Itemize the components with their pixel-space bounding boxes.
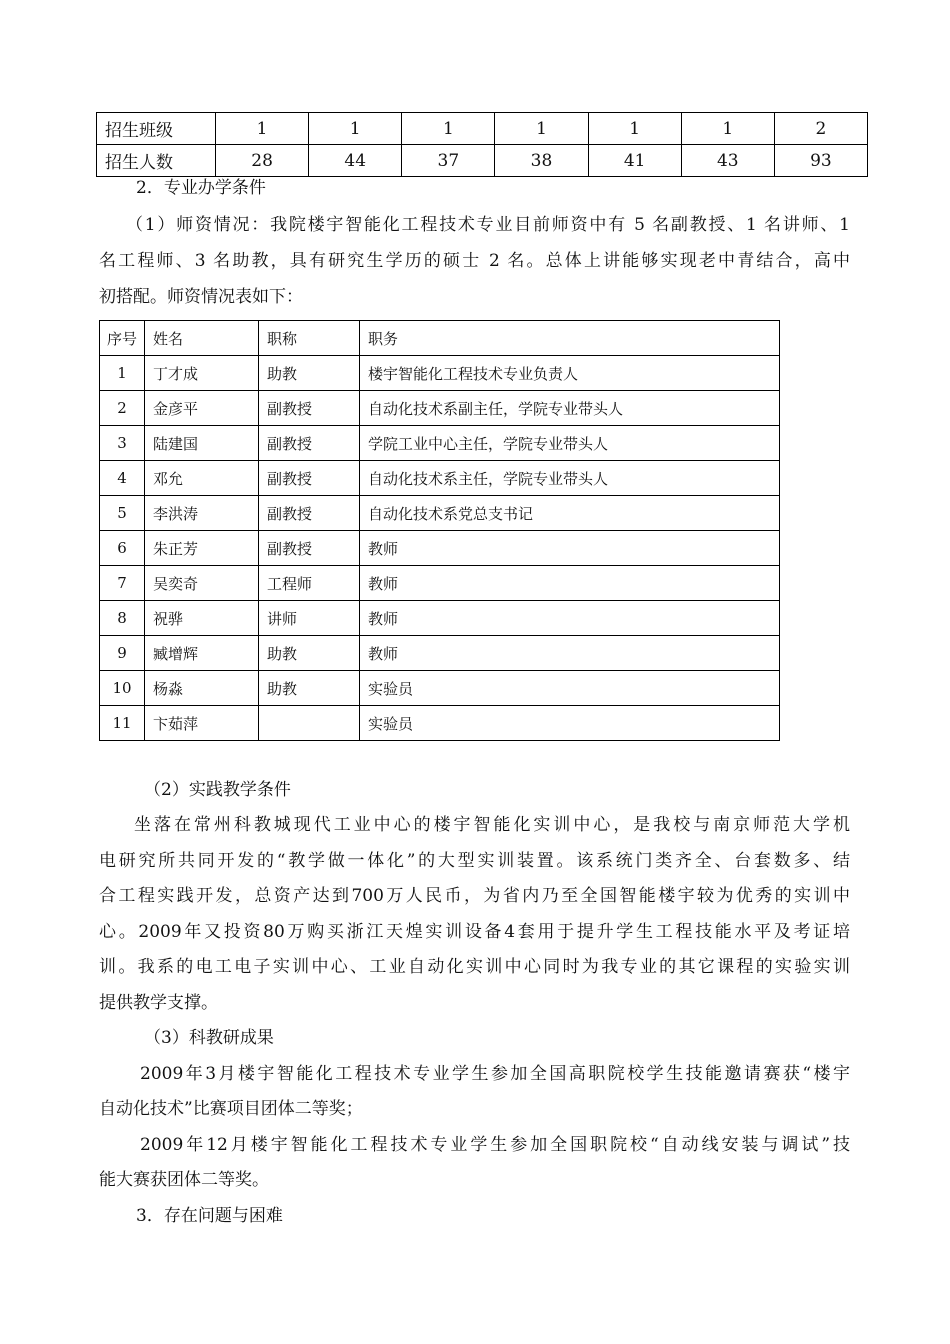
table-cell: 副教授	[259, 531, 360, 566]
table-cell: 自动化技术系主任，学院专业带头人	[360, 461, 780, 496]
table-cell: 1	[402, 113, 495, 145]
enrollment-table	[96, 112, 868, 177]
table-cell: 副教授	[259, 391, 360, 426]
table-row	[100, 461, 780, 496]
table-cell: 卞茹萍	[145, 706, 259, 741]
paragraph-line: 提供教学支撑。	[99, 993, 218, 1013]
paragraph-line: 2009年12月楼宇智能化工程技术专业学生参加全国职院校“自动线安装与调试”技	[140, 1135, 850, 1155]
paragraph-line: 能大赛获团体二等奖。	[99, 1170, 269, 1190]
section-heading: （2）实践教学条件	[144, 780, 291, 800]
table-row	[100, 426, 780, 461]
table-cell: 1	[681, 113, 774, 145]
table-cell: 教师	[360, 636, 780, 671]
table-cell: 38	[495, 145, 588, 177]
table-cell: 金彦平	[145, 391, 259, 426]
table-cell: 实验员	[360, 706, 780, 741]
paragraph-line: 自动化技术”比赛项目团体二等奖；	[99, 1099, 363, 1119]
table-cell: 助教	[259, 356, 360, 391]
table-cell	[259, 706, 360, 741]
staff-table	[99, 320, 780, 741]
column-header: 姓名	[145, 321, 259, 356]
table-cell: 教师	[360, 601, 780, 636]
table-cell: 1	[309, 113, 402, 145]
table-cell: 副教授	[259, 461, 360, 496]
column-header: 序号	[100, 321, 145, 356]
row-label: 招生人数	[97, 145, 216, 177]
table-row	[100, 496, 780, 531]
table-cell: 41	[588, 145, 681, 177]
table-row	[100, 601, 780, 636]
table-cell: 邓允	[145, 461, 259, 496]
table-cell: 9	[100, 636, 145, 671]
paragraph-line: 名工程师、3 名助教，具有研究生学历的硕士 2 名。总体上讲能够实现老中青结合，高中	[99, 251, 850, 271]
table-cell: 祝骅	[145, 601, 259, 636]
table-cell: 副教授	[259, 426, 360, 461]
paragraph-line: 训。我系的电工电子实训中心、工业自动化实训中心同时为我专业的其它课程的实验实训	[99, 957, 850, 977]
table-cell: 1	[100, 356, 145, 391]
table-cell: 副教授	[259, 496, 360, 531]
table-cell: 李洪涛	[145, 496, 259, 531]
table-cell: 实验员	[360, 671, 780, 706]
table-cell: 吴奕奇	[145, 566, 259, 601]
table-row	[100, 356, 780, 391]
table-cell: 7	[100, 566, 145, 601]
table-cell: 自动化技术系党总支书记	[360, 496, 780, 531]
table-cell: 臧增辉	[145, 636, 259, 671]
table-row	[100, 636, 780, 671]
table-cell: 朱正芳	[145, 531, 259, 566]
table-cell: 37	[402, 145, 495, 177]
table-cell: 8	[100, 601, 145, 636]
table-cell: 助教	[259, 671, 360, 706]
table-cell: 11	[100, 706, 145, 741]
table-cell: 丁才成	[145, 356, 259, 391]
row-label: 招生班级	[97, 113, 216, 145]
table-cell: 自动化技术系副主任，学院专业带头人	[360, 391, 780, 426]
table-cell: 44	[309, 145, 402, 177]
paragraph-line: 坐落在常州科教城现代工业中心的楼宇智能化实训中心，是我校与南京师范大学机	[134, 815, 850, 835]
table-cell: 93	[774, 145, 867, 177]
table-cell: 5	[100, 496, 145, 531]
table-cell: 3	[100, 426, 145, 461]
section-heading: 3．存在问题与困难	[136, 1206, 283, 1226]
section-heading: 2．专业办学条件	[136, 178, 266, 198]
column-header: 职务	[360, 321, 780, 356]
table-cell: 6	[100, 531, 145, 566]
section-heading: （3）科教研成果	[144, 1028, 274, 1048]
paragraph-line: 2009年3月楼宇智能化工程技术专业学生参加全国高职院校学生技能邀请赛获“楼宇	[140, 1064, 850, 1084]
table-cell: 2	[100, 391, 145, 426]
table-row	[100, 706, 780, 741]
table-cell: 杨淼	[145, 671, 259, 706]
table-cell: 陆建国	[145, 426, 259, 461]
table-row	[100, 671, 780, 706]
table-cell: 43	[681, 145, 774, 177]
paragraph-line: 合工程实践开发，总资产达到700万人民币，为省内乃至全国智能楼宇较为优秀的实训中	[99, 886, 850, 906]
table-cell: 1	[588, 113, 681, 145]
table-row	[97, 145, 868, 177]
paragraph-line: 电研究所共同开发的“教学做一体化”的大型实训装置。该系统门类齐全、台套数多、结	[99, 851, 850, 871]
table-row	[100, 566, 780, 601]
column-header: 职称	[259, 321, 360, 356]
table-cell: 1	[495, 113, 588, 145]
table-cell: 4	[100, 461, 145, 496]
table-row	[100, 531, 780, 566]
table-cell: 学院工业中心主任，学院专业带头人	[360, 426, 780, 461]
table-row	[100, 391, 780, 426]
table-cell: 工程师	[259, 566, 360, 601]
table-cell: 教师	[360, 531, 780, 566]
paragraph-line: 初搭配。师资情况表如下：	[99, 287, 303, 307]
table-cell: 楼宇智能化工程技术专业负责人	[360, 356, 780, 391]
table-cell: 教师	[360, 566, 780, 601]
table-cell: 28	[216, 145, 309, 177]
table-header-row	[100, 321, 780, 356]
table-cell: 1	[216, 113, 309, 145]
table-cell: 讲师	[259, 601, 360, 636]
paragraph-line: （1）师资情况：我院楼宇智能化工程技术专业目前师资中有 5 名副教授、1 名讲师、1	[126, 215, 850, 235]
paragraph-line: 心。2009年又投资80万购买浙江天煌实训设备4套用于提升学生工程技能水平及考证培	[99, 922, 850, 942]
table-cell: 2	[774, 113, 867, 145]
table-row	[97, 113, 868, 145]
table-cell: 助教	[259, 636, 360, 671]
table-cell: 10	[100, 671, 145, 706]
